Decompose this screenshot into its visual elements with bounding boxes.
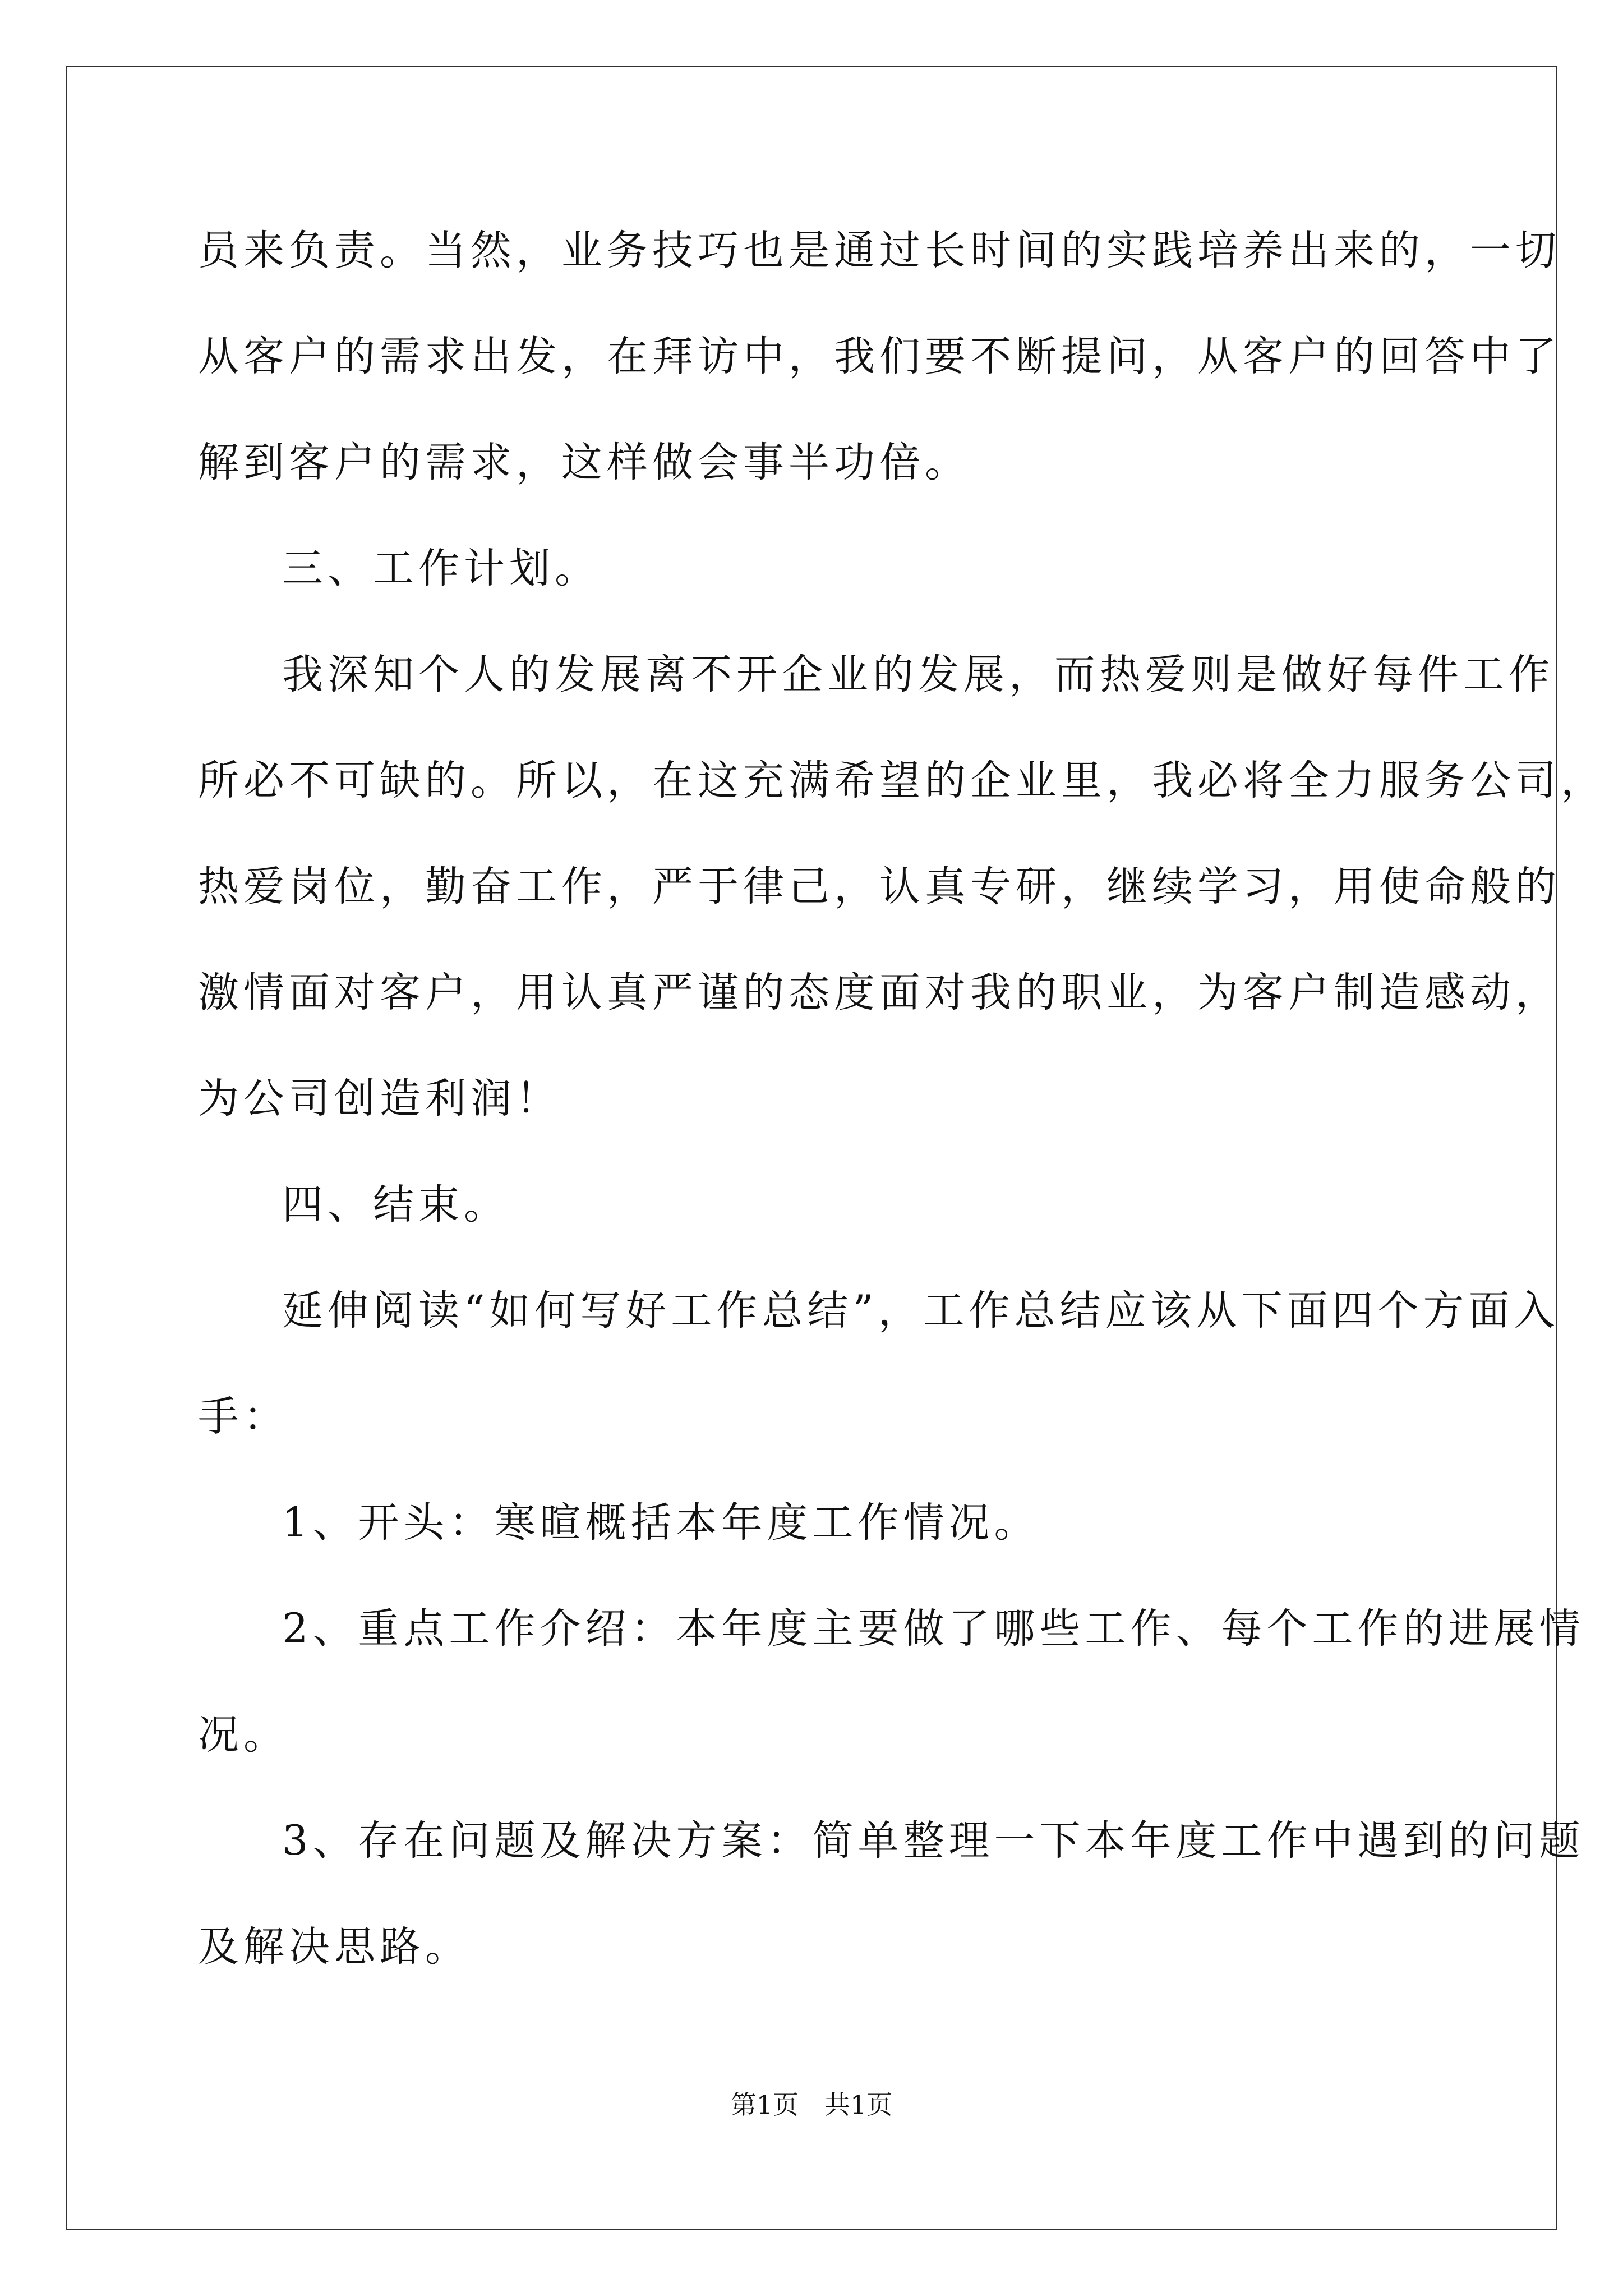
paragraph-line: 延伸阅读“如何写好工作总结”，工作总结应该从下面四个方面入 <box>282 1287 1560 1335</box>
list-item: 3、存在问题及解决方案：简单整理一下本年度工作中遇到的问题 <box>282 1817 1585 1865</box>
section-heading: 四、结束。 <box>282 1181 509 1228</box>
list-item-continuation: 及解决思路。 <box>198 1923 471 1971</box>
paragraph-line: 我深知个人的发展离不开企业的发展，而热爱则是做好每件工作 <box>282 651 1554 698</box>
list-item: 2、重点工作介绍：本年度主要做了哪些工作、每个工作的进展情 <box>282 1605 1585 1653</box>
section-heading: 三、工作计划。 <box>282 545 600 592</box>
paragraph-line: 所必不可缺的。所以，在这充满希望的企业里，我必将全力服务公司， <box>198 757 1606 804</box>
paragraph-line: 手： <box>198 1393 289 1441</box>
paragraph-line: 热爱岗位，勤奋工作，严于律己，认真专研，继续学习，用使命般的 <box>198 863 1561 910</box>
paragraph-line: 激情面对客户，用认真严谨的态度面对我的职业，为客户制造感动， <box>198 969 1561 1016</box>
paragraph-line: 从客户的需求出发，在拜访中，我们要不断提问，从客户的回答中了 <box>198 333 1561 380</box>
page-number-footer: 第1页 共1页 <box>730 2090 893 2120</box>
list-item-continuation: 况。 <box>198 1711 289 1759</box>
paragraph-line: 为公司创造利润！ <box>198 1075 561 1122</box>
paragraph-line: 解到客户的需求，这样做会事半功倍。 <box>198 439 970 486</box>
page-border <box>66 66 1606 2230</box>
paragraph-line: 员来负责。当然，业务技巧也是通过长时间的实践培养出来的，一切 <box>198 227 1561 274</box>
list-item: 1、开头：寒暄概括本年度工作情况。 <box>282 1499 1040 1547</box>
